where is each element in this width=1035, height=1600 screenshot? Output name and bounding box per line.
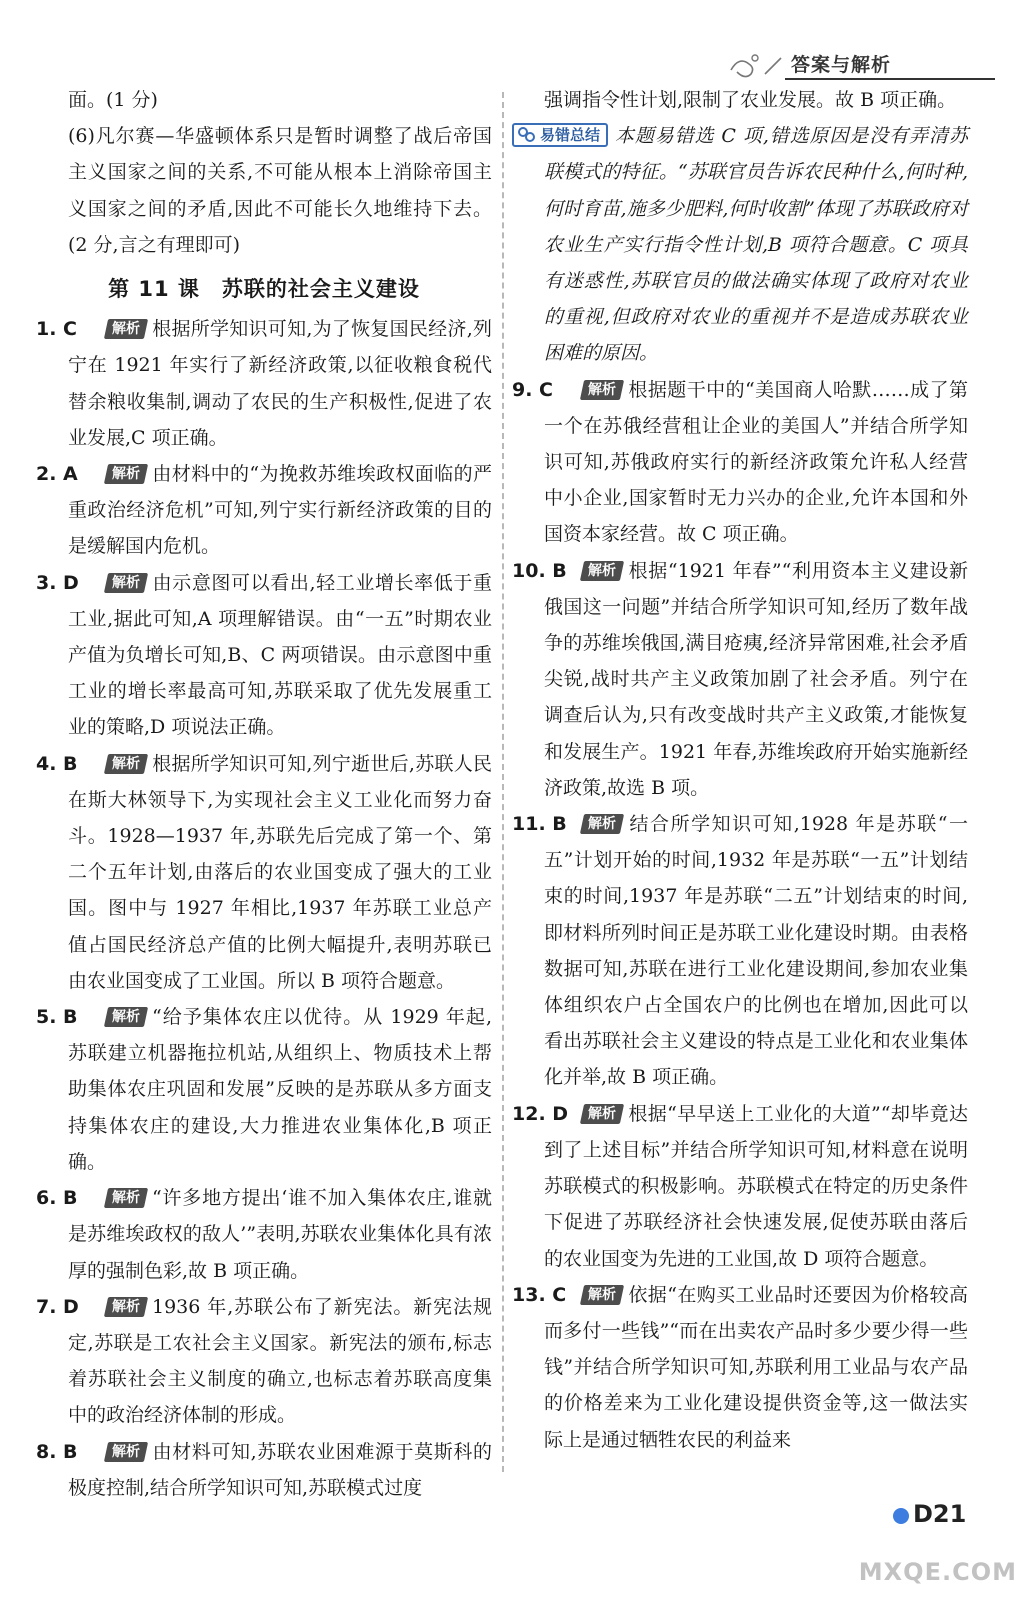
analysis-tag: 解析	[104, 1007, 148, 1027]
continued-answer-line-2: (6)凡尔赛—华盛顿体系只是暂时调整了战后帝国主义国家之间的关系,不可能从根本上消除帝国主义国家之间的矛盾,因此不可能长久地维持下去。(2 分,言之有理即可)	[68, 125, 492, 256]
answer-number: 9. C	[512, 378, 553, 401]
answer-number: 4. B	[36, 752, 78, 775]
answer-text: 根据所学知识可知,为了恢复国民经济,列宁在 1921 年实行了新经济政策,以征收粮食税代替余粮收集制,调动了农民的生产积极性,促进了农业发展,C 项正确。	[68, 318, 492, 449]
analysis-tag: 解析	[580, 561, 624, 581]
analysis-tag: 解析	[104, 1297, 148, 1317]
answer-item	[36, 311, 492, 456]
answer-number: 2. A	[36, 463, 78, 486]
warning-icon	[517, 126, 537, 144]
answer-text: “给予集体农庄以优待。从 1929 年起,苏联建立机器拖拉机站,从组织上、物质技术上帮助集体农庄巩固和发展”反映的是苏联从多方面支持集体农庄的建设,大力推进农业集体化,B 项正确。	[68, 1006, 492, 1173]
analysis-tag: 解析	[104, 1442, 148, 1462]
header-underline	[785, 78, 995, 80]
analysis-tag: 解析	[580, 1104, 624, 1124]
answer-item	[36, 746, 492, 999]
left-column	[36, 82, 492, 1506]
watermark-text: MXQE.COM	[858, 1558, 1017, 1586]
answer-item	[36, 1180, 492, 1289]
answer-number: 1. C	[36, 318, 77, 341]
mistake-summary-text: 本题易错选 C 项,错选原因是没有弄清苏联模式的特征。“苏联官员告诉农民种什么,何时种,何时育苗,施多少肥料,何时收割”体现了苏联政府对农业生产实行指令性计划,B 项符合题意。C 项具有迷惑性,苏联官员的做法确实体现了政府对农业的重视,但政府对农业的重视并不是造成苏联农业困难的原因。	[544, 125, 968, 365]
answer-item	[512, 806, 968, 1096]
answer-number: 12. D	[512, 1102, 569, 1125]
mistake-summary	[512, 118, 968, 371]
lesson-title: 第 11 课 苏联的社会主义建设	[108, 277, 420, 302]
analysis-tag: 解析	[104, 319, 148, 339]
answer-number: 7. D	[36, 1295, 79, 1318]
answer-number: 10. B	[512, 559, 567, 582]
answer-item	[512, 553, 968, 806]
answer-text: 1936 年,苏联公布了新宪法。新宪法规定,苏联是工农社会主义国家。新宪法的颁布,标志着苏联社会主义制度的确立,也标志着苏联高度集中的政治经济体制的形成。	[68, 1295, 492, 1427]
analysis-tag: 解析	[104, 464, 148, 484]
answer-text: 由示意图可以看出,轻工业增长率低于重工业,据此可知,A 项理解错误。由“一五”时期农业产值为负增长可知,B、C 两项错误。由示意图中重工业的增长率最高可知,苏联采取了优先发展重工业的策略,D 项说法正确。	[68, 571, 492, 739]
answer-item	[512, 1096, 968, 1277]
answer-text: 根据“早早送上工业化的大道”“却毕竟达到了上述目标”并结合所学知识可知,材料意在说明苏联模式的积极影响。苏联模式在特定的历史条件下促进了苏联经济社会快速发展,促使苏联由落后的农业国变为先进的工业国,故 D 项符合题意。	[544, 1102, 968, 1270]
analysis-tag: 解析	[104, 1188, 148, 1208]
answer-text: 根据“1921 年春”“利用资本主义建设新俄国这一问题”并结合所学知识可知,经历了数年战争的苏维埃俄国,满目疮痍,经济异常困难,社会矛盾尖锐,战时共产主义政策加剧了社会矛盾。列宁在调查后认为,只有改变战时共产主义政策,才能恢复和发展生产。1921 年春,苏维埃政府开始实施新经济政策,故选 B 项。	[544, 559, 968, 799]
analysis-tag: 解析	[580, 814, 624, 834]
answer-text: 结合所学知识可知,1928 年是苏联“一五”计划开始的时间,1932 年是苏联“一五”计划结束的时间,1937 年是苏联“二五”计划结束的时间,即材料所列时间正是苏联工业化建设时期。由表格数据可知,苏联在进行工业化建设期间,参加农业集体组织农户占全国农户的比例也在增加,因此可以看出苏联社会主义建设的特点是工业化和农业集体化并举,故 B 项正确。	[544, 813, 968, 1089]
column-divider	[502, 92, 504, 1472]
answer-item	[36, 1289, 492, 1434]
answer-number: 8. B	[36, 1440, 78, 1463]
page-number: D21	[913, 1500, 967, 1528]
answer-text: 由材料可知,苏联农业困难源于莫斯科的极度控制,结合所学知识可知,苏联模式过度	[68, 1440, 492, 1499]
answer-text: “许多地方提出‘谁不加入集体农庄,谁就是苏维埃政权的敌人’”表明,苏联农业集体化具有浓厚的强制色彩,故 B 项正确。	[68, 1187, 492, 1282]
analysis-tag: 解析	[580, 380, 624, 400]
continued-answer-line: 强调指令性计划,限制了农业发展。故 B 项正确。	[544, 89, 957, 111]
answer-item	[512, 1277, 968, 1458]
answer-number: 3. D	[36, 571, 79, 594]
right-column	[512, 82, 968, 1458]
doodle-icon	[725, 48, 785, 80]
answer-number: 6. B	[36, 1187, 78, 1210]
watermark	[797, 1520, 1017, 1590]
answer-number: 5. B	[36, 1006, 78, 1029]
answer-text: 根据所学知识可知,列宁逝世后,苏联人民在斯大林领导下,为实现社会主义工业化而努力奋斗。1928—1937 年,苏联先后完成了第一个、第二个五年计划,由落后的农业国变成了强大的工业国。图中与 1927 年相比,1937 年苏联工业总产值占国民经济总产值的比例大幅提升,表明苏联已由农业国变成了工业国。所以 B 项符合题意。	[68, 752, 492, 992]
answer-item	[36, 999, 492, 1180]
answer-text: 根据题干中的“美国商人哈默……成了第一个在苏俄经营租让企业的美国人”并结合所学知识可知,苏俄政府实行的新经济政策允许私人经营中小企业,国家暂时无力兴办的企业,允许本国和外国资本家经营。故 C 项正确。	[544, 378, 968, 546]
answer-item	[512, 372, 968, 553]
header-title: 答案与解析	[791, 54, 892, 76]
answer-text: 由材料中的“为挽救苏维埃政权面临的严重政治经济危机”可知,列宁实行新经济政策的目的是缓解国内危机。	[68, 463, 492, 558]
analysis-tag: 解析	[104, 754, 148, 774]
page-header	[725, 44, 995, 84]
analysis-tag: 解析	[580, 1285, 624, 1305]
answer-item	[36, 565, 492, 746]
analysis-tag: 解析	[104, 573, 148, 593]
continued-answer-line-1: 面。(1 分)	[68, 89, 158, 111]
answer-number: 11. B	[512, 813, 567, 836]
answer-number: 13. C	[512, 1283, 567, 1306]
answer-item	[36, 1434, 492, 1506]
answer-item	[36, 456, 492, 565]
answer-text: 依据“在购买工业品时还要因为价格较高而多付一些钱”“而在出卖农产品时多少要少得一些钱”并结合所学知识可知,苏联利用工业品与农产品的价格差来为工业化建设提供资金等,这一做法实际上是通过牺牲农民的利益来	[544, 1283, 968, 1451]
mistake-summary-tag: 易错总结	[512, 123, 608, 147]
